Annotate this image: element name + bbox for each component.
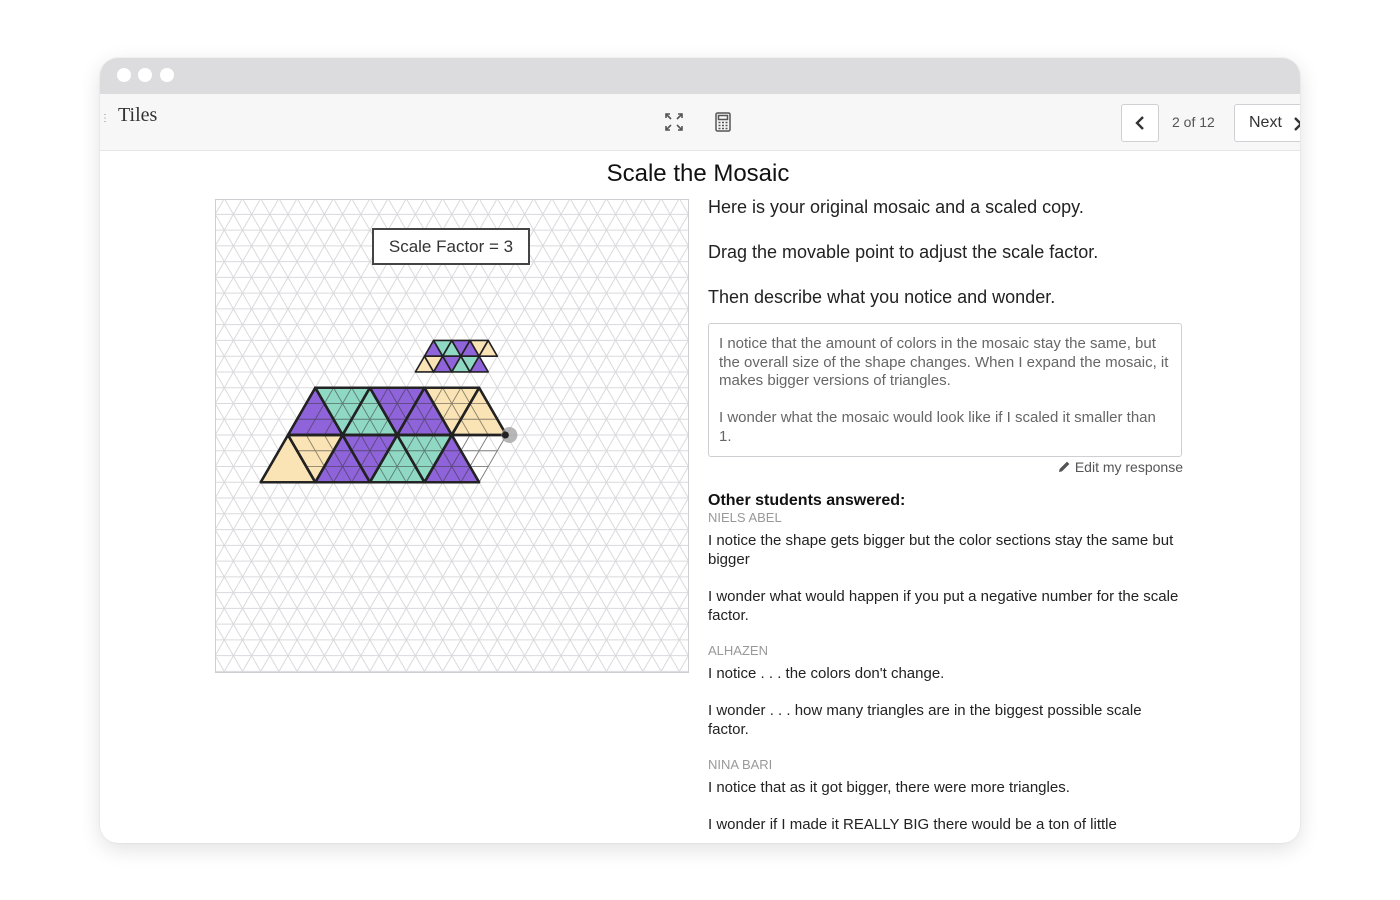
mosaic-graph[interactable] (215, 199, 689, 673)
window-dot-maximize[interactable] (160, 68, 174, 82)
window-dot-minimize[interactable] (138, 68, 152, 82)
expand-icon[interactable] (664, 112, 686, 134)
student-answer-line: I notice . . . the colors don't change. (708, 665, 945, 682)
grid-line (605, 200, 689, 673)
chevron-left-icon (1122, 105, 1158, 141)
page-title: Scale the Mosaic (606, 160, 790, 187)
edit-response-label: Edit my response (1074, 459, 1183, 475)
grid-line (216, 200, 223, 673)
question-panel (708, 195, 1183, 834)
prompt-line: Here is your original mosaic and a scaled copy. (708, 197, 1084, 217)
previous-page-button[interactable] (1121, 104, 1159, 142)
next-page-button[interactable] (1234, 104, 1300, 142)
student-name: NINA BARI (708, 757, 773, 772)
student-answer-line: I wonder . . . how many triangles are in the biggest possible scale factor. (708, 702, 1142, 738)
window-chrome (100, 58, 1300, 94)
chevron-right-icon (1292, 116, 1300, 132)
app-title: Tiles (118, 104, 158, 126)
original-mosaic (415, 340, 497, 372)
student-answer-line: I wonder if I made it REALLY BIG there would be a ton of little (708, 816, 1117, 833)
prompt-line: Then describe what you notice and wonder. (708, 287, 1056, 307)
calculator-icon[interactable] (714, 112, 736, 134)
edit-response-link[interactable] (708, 459, 1183, 475)
student-answer-line: I notice the shape gets bigger but the color sections stay the same but bigger (708, 532, 1174, 568)
app-window (100, 58, 1300, 843)
window-dot-close[interactable] (117, 68, 131, 82)
student-answer (708, 643, 1183, 739)
response-textbox[interactable] (708, 323, 1182, 457)
movable-point[interactable] (502, 432, 509, 439)
mosaic-canvas (216, 200, 689, 673)
grid-line (216, 200, 260, 673)
prompt-line: Drag the movable point to adjust the scale factor. (708, 242, 1099, 262)
student-answer-line: I wonder what would happen if you put a negative number for the scale factor. (708, 588, 1179, 624)
response-paragraph: I notice that the amount of colors in the mosaic stay the same, but the overall size of the shape changes. When I expand the mosaic, it makes bigger versions of triangles. (719, 335, 1169, 389)
student-name: NIELS ABEL (708, 510, 782, 525)
student-answer (708, 510, 1183, 625)
scale-factor-label: Scale Factor = 3 (372, 228, 530, 265)
page-indicator: 2 of 12 (1172, 114, 1215, 130)
drag-handle-icon[interactable]: ⋮ (100, 113, 110, 124)
student-answer (708, 757, 1183, 834)
pencil-icon (1058, 460, 1071, 473)
top-toolbar (100, 94, 1300, 151)
main-content (100, 151, 1300, 843)
other-students-heading: Other students answered: (708, 492, 906, 509)
next-label: Next (1249, 114, 1282, 131)
grid-line (216, 200, 242, 673)
response-paragraph: I wonder what the mosaic would look like if I scaled it smaller than 1. (719, 409, 1156, 445)
student-answer-line: I notice that as it got bigger, there were more triangles. (708, 779, 1070, 796)
student-name: ALHAZEN (708, 643, 768, 658)
